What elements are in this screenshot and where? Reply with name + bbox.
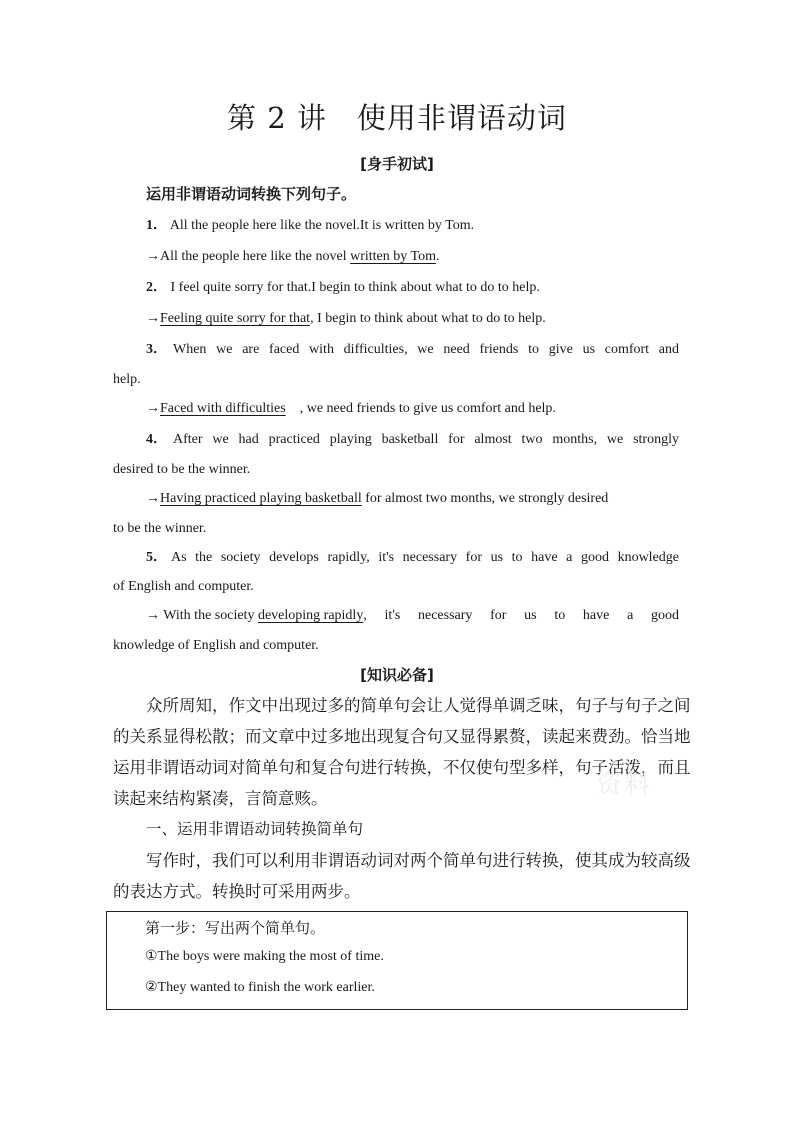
- exercise-instruction: 运用非谓语动词转换下列句子。: [146, 185, 357, 203]
- paragraph-line: 运用非谓语动词对简单句和复合句进行转换，不仅使句型多样，句子活泼，而且: [113, 758, 691, 777]
- exercise-item-4-cont: desired to be the winner.: [113, 462, 251, 477]
- exercise-answer-4-cont: to be the winner.: [113, 521, 207, 536]
- answer-suffix: .: [435, 249, 440, 264]
- arrow-icon: →: [146, 249, 160, 264]
- exercise-item-3: [146, 341, 679, 359]
- item-sentence: When we are faced with difficulties, we need friends to give us comfort and: [173, 342, 679, 357]
- item-sentence: All the people here like the novel.It is written by Tom.: [169, 218, 475, 233]
- section-heading-warmup: [身手初试]: [360, 155, 434, 173]
- section-heading-knowledge: [知识必备]: [360, 666, 434, 684]
- arrow-icon: →: [146, 401, 160, 416]
- exercise-item-4: [146, 431, 679, 449]
- answer-blank: written by Tom: [350, 249, 436, 264]
- answer-blank: developing rapidly: [257, 608, 364, 623]
- item-number: 5．: [146, 550, 167, 565]
- exercise-answer-3: [146, 400, 556, 418]
- watermark: 资料: [596, 770, 653, 800]
- paragraph-line: 众所周知，作文中出现过多的简单句会让人觉得单调乏味，句子与句子之间: [146, 696, 691, 715]
- exercise-item-5: [146, 549, 679, 567]
- step-one-label: 第一步：写出两个简单句。: [145, 919, 326, 937]
- answer-suffix: for almost two months, we strongly desired: [361, 491, 609, 506]
- item-number: 4．: [146, 432, 167, 447]
- arrow-icon: →: [146, 608, 160, 623]
- answer-prefix: All the people here like the novel: [160, 249, 351, 264]
- example-box: [106, 911, 688, 1010]
- exercise-answer-5: [146, 607, 679, 625]
- subheading-simple-sentences: 一、运用非谓语动词转换简单句: [146, 820, 364, 838]
- example-sentence-2: ②They wanted to finish the work earlier.: [145, 980, 375, 995]
- page-title: 第 2 讲 使用非谓语动词: [227, 101, 567, 135]
- paragraph-line: 读起来结构紧凑，言简意赅。: [113, 789, 328, 808]
- exercise-item-2: [146, 279, 540, 297]
- answer-blank: Faced with difficulties: [160, 401, 286, 416]
- paragraph-line: 的关系显得松散；而文章中过多地出现复合句又显得累赘，读起来费劲。恰当地: [113, 727, 691, 746]
- exercise-answer-5-cont: knowledge of English and computer.: [113, 638, 319, 653]
- paragraph-line: 写作时，我们可以利用非谓语动词对两个简单句进行转换，使其成为较高级: [146, 851, 691, 870]
- exercise-answer-2: [146, 310, 546, 328]
- arrow-icon: →: [146, 311, 160, 326]
- answer-suffix: , it's necessary for us to have a good: [363, 608, 679, 623]
- exercise-item-5-cont: of English and computer.: [113, 579, 254, 594]
- item-number: 2．: [146, 280, 167, 295]
- item-number: 1．: [146, 218, 167, 233]
- exercise-answer-4: [146, 490, 608, 508]
- method-paragraph: [113, 845, 691, 907]
- paragraph-line: 的表达方式。转换时可采用两步。: [113, 882, 361, 901]
- exercise-answer-1: [146, 248, 439, 266]
- answer-prefix: With the society: [163, 608, 258, 623]
- item-sentence: After we had practiced playing basketball for almost two months, we strongly: [173, 432, 679, 447]
- item-sentence: As the society develops rapidly, it's necessary for us to have a good knowledge: [171, 550, 679, 565]
- exercise-item-3-cont: help.: [113, 372, 141, 387]
- exercise-item-1: [146, 217, 474, 235]
- arrow-icon: →: [146, 491, 160, 506]
- item-number: 3．: [146, 342, 167, 357]
- item-sentence: I feel quite sorry for that.I begin to think about what to do to help.: [170, 280, 540, 295]
- answer-blank: Having practiced playing basketball: [160, 491, 362, 506]
- answer-blank: Feeling quite sorry for that: [160, 311, 311, 326]
- answer-suffix: , we need friends to give us comfort and help.: [299, 401, 556, 416]
- example-sentence-1: ①The boys were making the most of time.: [145, 949, 384, 964]
- answer-5-lead: [146, 607, 363, 625]
- answer-suffix: , I begin to think about what to do to help.: [310, 311, 546, 326]
